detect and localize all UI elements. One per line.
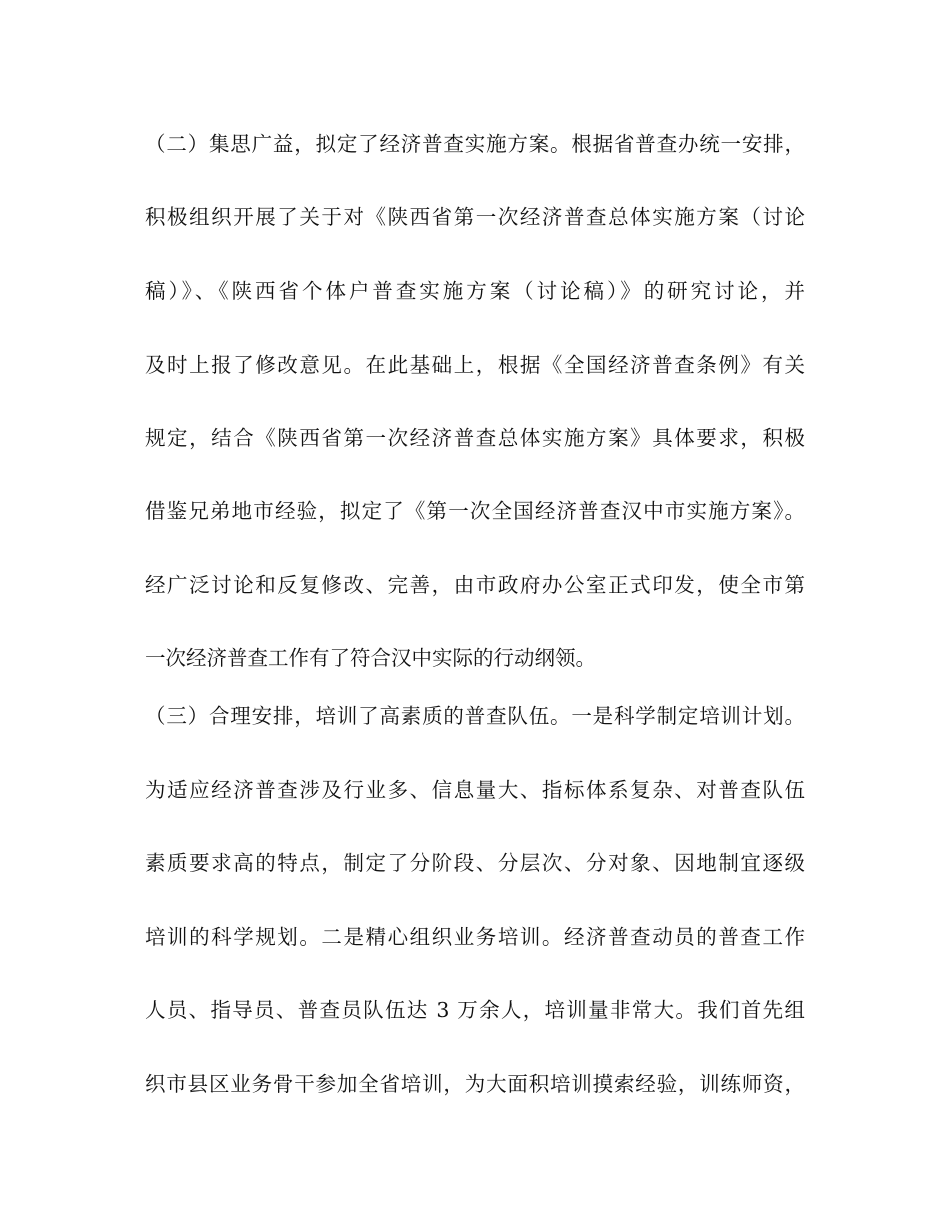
text-line: （三）合理安排，培训了高素质的普查队伍。一是科学制定培训计划。 <box>145 704 805 728</box>
text-line: 经广泛讨论和反复修改、完善，由市政府办公室正式印发，使全市第 <box>145 573 805 597</box>
text-line: 培训的科学规划。二是精心组织业务培训。经济普查动员的普查工作 <box>145 925 805 949</box>
text-line: 借鉴兄弟地市经验，拟定了《第一次全国经济普查汉中市实施方案》。 <box>145 499 805 523</box>
text-line: 及时上报了修改意见。在此基础上，根据《全国经济普查条例》有关 <box>145 353 805 377</box>
text-line: 为适应经济普查涉及行业多、信息量大、指标体系复杂、对普查队伍 <box>145 778 805 802</box>
text-line: 素质要求高的特点，制定了分阶段、分层次、分对象、因地制宜逐级 <box>145 851 805 875</box>
text-line: 人员、指导员、普查员队伍达 3 万余人，培训量非常大。我们首先组 <box>145 998 805 1022</box>
text-line: 积极组织开展了关于对《陕西省第一次经济普查总体实施方案（讨论 <box>145 205 805 229</box>
text-line: 一次经济普查工作有了符合汉中实际的行动纲领。 <box>145 646 596 670</box>
text-line: 规定，结合《陕西省第一次经济普查总体实施方案》具体要求，积极 <box>145 426 805 450</box>
text-line: （二）集思广益，拟定了经济普查实施方案。根据省普查办统一安排， <box>145 132 805 156</box>
text-line: 稿）》、《陕西省个体户普查实施方案（讨论稿）》的研究讨论，并 <box>145 279 805 303</box>
text-line: 织市县区业务骨干参加全省培训，为大面积培训摸索经验，训练师资， <box>145 1072 805 1096</box>
